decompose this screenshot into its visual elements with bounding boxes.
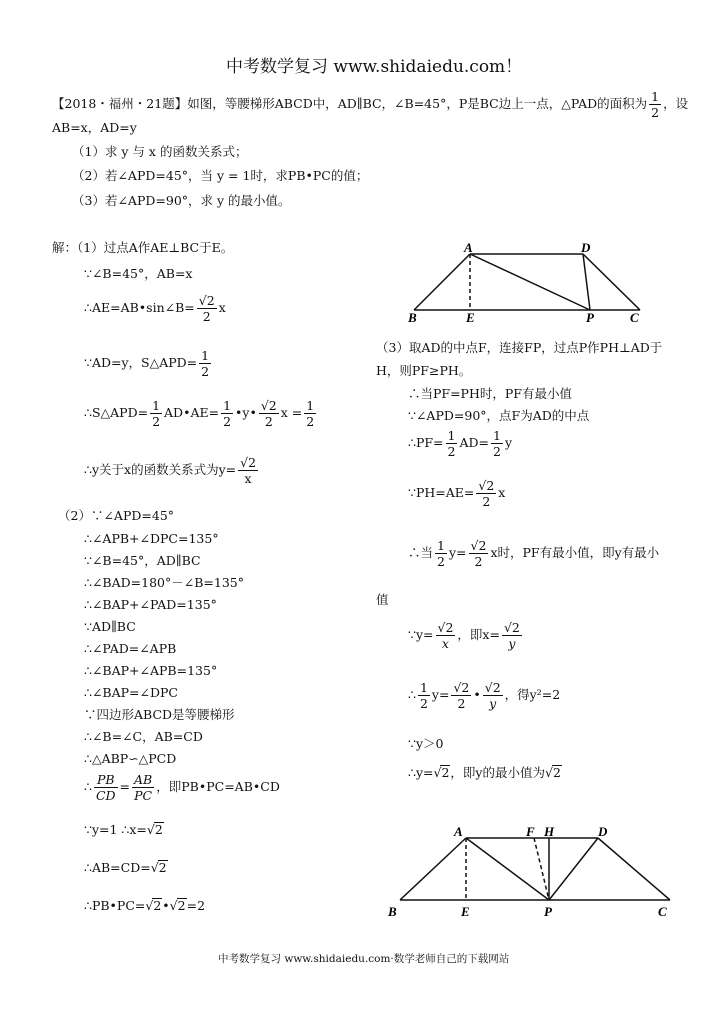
sol2-line-5: ∵AD∥BC — [84, 619, 136, 634]
sol3-line-2: H，则PF≥PH。 — [376, 363, 472, 378]
question-3: （3）若∠APD=90°，求 y 的最小值。 — [72, 193, 291, 208]
sol2-line-7: ∴∠BAP+∠APB=135° — [84, 663, 218, 678]
sol2-line-3: ∴∠BAD=180°－∠B=135° — [84, 575, 244, 590]
sol3-line-1: （3）取AD的中点F，连接FP，过点P作PH⊥AD于 — [376, 340, 663, 355]
question-1: （1）求 y 与 x 的函数关系式； — [72, 144, 248, 159]
fig1-side-ab — [414, 254, 470, 310]
fig1-label-e: E — [466, 310, 475, 325]
figure-1-trapezoid — [400, 240, 650, 325]
sol2-line-11: ∴△ABP∽△PCD — [84, 751, 177, 766]
page-title: 中考数学复习 www.shidaiedu.com！ — [226, 57, 523, 77]
fig2-side-dc — [598, 838, 670, 900]
sol2-line-1: ∴∠APB+∠DPC=135° — [84, 531, 219, 546]
fig1-segment-dp — [583, 254, 590, 310]
fig2-label-c: C — [658, 904, 667, 919]
figure-2-trapezoid — [382, 820, 682, 924]
fig2-label-f: F — [526, 824, 535, 839]
sol2-line-0: （2）∵∠APD=45° — [58, 508, 175, 523]
sol3-line-8: ∵y= $\frac{√2}{x}$ ，即x= $\frac{√2}{y}$ — [408, 620, 520, 651]
sol3-line-9: ∴ $\frac{1}{2}$ y= $\frac{√2}{2}$ • $\frac{√2}{y}$ ，得y²=2 — [408, 680, 561, 711]
sol2-line-4: ∴∠BAP+∠PAD=135° — [84, 597, 217, 612]
sol3-line-11: ∴y=√2，即y的最小值为√2 — [408, 765, 561, 780]
fig1-label-d: D — [581, 240, 591, 255]
sol2-abcd: ∴AB=CD=√2 — [84, 860, 167, 875]
fig1-label-a: A — [464, 240, 473, 255]
sol2-proportion: ∴ $\frac{PB}{CD}$ = $\frac{AB}{PC}$ ，即PB•PC=AB•CD — [84, 772, 280, 803]
fig2-label-h: H — [544, 824, 555, 839]
fig1-label-p: P — [586, 310, 594, 325]
fig2-label-p: P — [544, 904, 552, 919]
fig2-side-ab — [400, 838, 466, 900]
sol1-line-2: ∴AE=AB•sin∠B= $\frac{√2}{2}$ x — [84, 293, 226, 324]
fig2-label-a: A — [454, 824, 463, 839]
sol3-line-5: ∴PF= $\frac{1}{2}$ AD= $\frac{1}{2}$ y — [408, 428, 513, 459]
sol2-line-6: ∴∠PAD=∠APB — [84, 641, 177, 656]
sol3-line-3: ∴当PF=PH时，PF有最小值 — [408, 386, 572, 401]
fig1-label-c: C — [630, 310, 639, 325]
sol2-line-2: ∵∠B=45°，AD∥BC — [84, 553, 201, 568]
sol3-line-7b: 值 — [376, 592, 389, 607]
sol3-line-10: ∵y＞0 — [408, 736, 444, 751]
sol3-line-6: ∵PH=AE= $\frac{√2}{2}$ x — [408, 478, 506, 509]
sol1-line-0: 解：（1）过点A作AE⊥BC于E。 — [52, 240, 234, 255]
sol3-line-7: ∴当 $\frac{1}{2}$ y= $\frac{√2}{2}$ x时，PF有最小值，即y有最小 — [408, 538, 660, 569]
sol2-result: ∴PB•PC=√2•√2=2 — [84, 898, 206, 913]
sol2-line-9: ∵四边形ABCD是等腰梯形 — [84, 707, 235, 722]
sol3-line-4: ∵∠APD=90°，点F为AD的中点 — [408, 408, 590, 423]
page-footer: 中考数学复习 www.shidaiedu.com·数学老师自己的下载网站 — [218, 953, 510, 965]
fig2-label-b: B — [388, 904, 397, 919]
sol2-condition: ∵y=1 ∴x=√2 — [84, 822, 163, 837]
fig2-segment-dp — [549, 838, 598, 900]
problem-line-2: AB=x，AD=y — [52, 120, 137, 135]
sol2-line-8: ∴∠BAP=∠DPC — [84, 685, 178, 700]
fig1-side-dc — [583, 254, 640, 310]
sol2-line-10: ∴∠B=∠C，AB=CD — [84, 729, 203, 744]
fig2-label-e: E — [461, 904, 470, 919]
fig1-segment-ap — [470, 254, 590, 310]
sol1-line-1: ∵∠B=45°，AB=x — [84, 266, 193, 281]
problem-line-1: 【2018・福州・21题】如图，等腰梯形ABCD中，AD∥BC，∠B=45°，P是BC边上一点，△PAD的面积为 $\frac{1}{2}$ ，设 — [52, 89, 689, 120]
question-2: （2）若∠APD=45°，当 y = 1时，求PB•PC的值； — [72, 168, 369, 183]
sol1-line-4: ∴S△APD= $\frac{1}{2}$ AD•AE= $\frac{1}{2}$ •y• $\frac{√2}{2}$ x = $\frac{1}{2}$ — [84, 398, 315, 429]
sol1-line-5: ∴y关于x的函数关系式为y= $\frac{√2}{x}$ — [84, 455, 257, 486]
sol1-line-3: ∵AD=y，S△APD= $\frac{1}{2}$ — [84, 348, 210, 379]
fig1-label-b: B — [408, 310, 417, 325]
fig2-label-d: D — [598, 824, 608, 839]
